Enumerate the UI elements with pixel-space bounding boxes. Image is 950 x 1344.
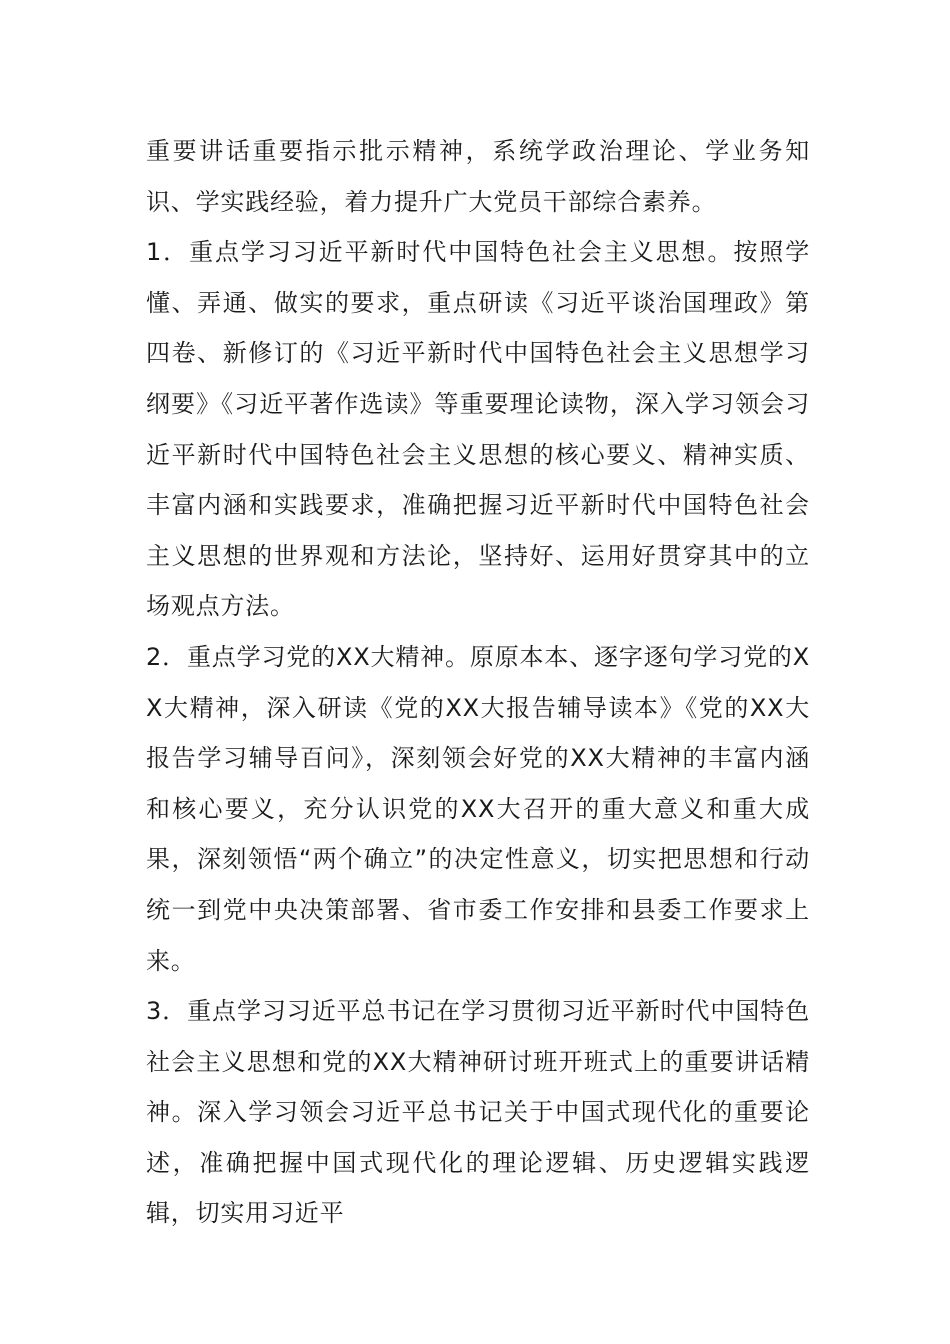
document-body — [146, 126, 810, 1239]
paragraph-item-3: 3．重点学习习近平总书记在学习贯彻习近平新时代中国特色社会主义思想和党的XX大精神研讨班开班式上的重要讲话精神。深入学习领会习近平总书记关于中国式现代化的重要论述，准确把握中国式现代化的理论逻辑、历史逻辑实践逻辑，切实用习近平 — [146, 997, 810, 1228]
paragraph-intro-continuation: 重要讲话重要指示批示精神，系统学政治理论、学业务知识、学实践经验，着力提升广大党员干部综合素养。 — [146, 137, 810, 216]
paragraph-item-1: 1．重点学习习近平新时代中国特色社会主义思想。按照学懂、弄通、做实的要求，重点研读《习近平谈治国理政》第四卷、新修订的《习近平新时代中国特色社会主义思想学习纲要》《习近平著作选读》等重要理论读物，深入学习领会习近平新时代中国特色社会主义思想的核心要义、精神实质、丰富内涵和实践要求，准确把握习近平新时代中国特色社会主义思想的世界观和方法论，坚持好、运用好贯穿其中的立场观点方法。 — [146, 238, 810, 621]
paragraph-item-2: 2．重点学习党的XX大精神。原原本本、逐字逐句学习党的XX大精神，深入研读《党的XX大报告辅导读本》《党的XX大报告学习辅导百问》，深刻领会好党的XX大精神的丰富内涵和核心要义，充分认识党的XX大召开的重大意义和重大成果，深刻领悟“两个确立”的决定性意义，切实把思想和行动统一到党中央决策部署、省市委工作安排和县委工作要求上来。 — [146, 642, 810, 975]
